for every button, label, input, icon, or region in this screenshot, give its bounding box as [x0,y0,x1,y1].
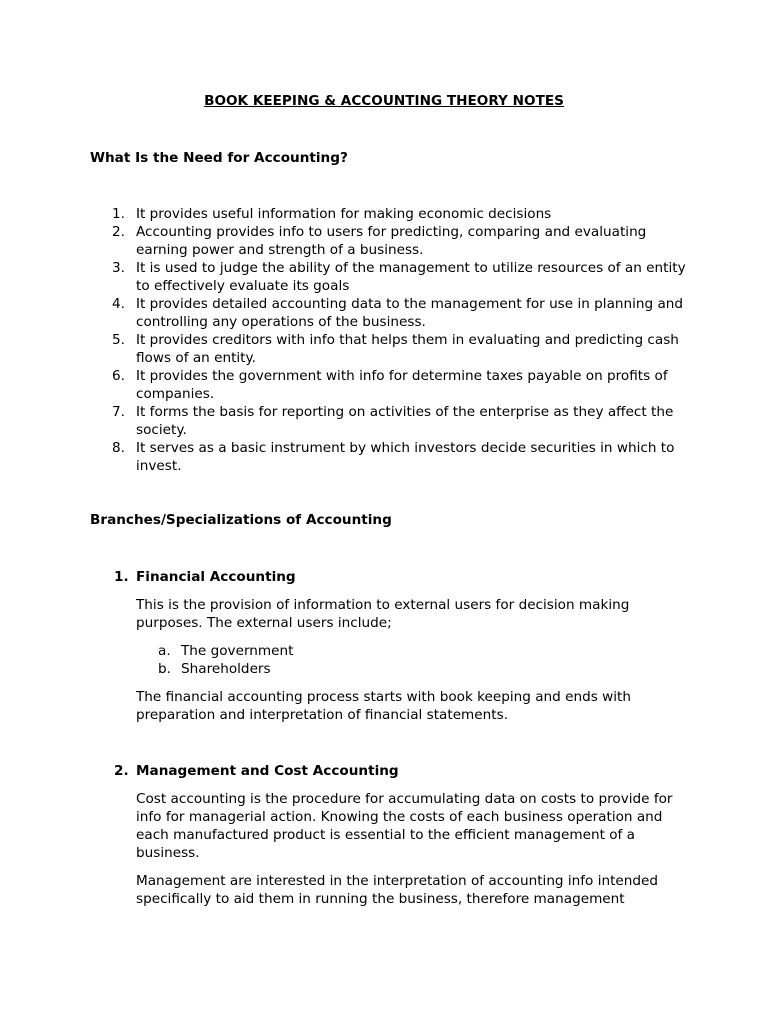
list-item-number: 6. [112,368,125,384]
management-accounting-heading [90,762,690,780]
section-heading-branches: Branches/Specializations of Accounting [90,512,392,528]
heading-number: 2. [114,763,129,779]
list-item-number: 4. [112,296,125,312]
list-item-number: 5. [112,332,125,348]
financial-accounting-block [90,568,690,724]
management-para-2: Management are interested in the interpretation of accounting info intended specifically to aid them in running the business, therefore management [136,873,659,907]
section-heading-need: What Is the Need for Accounting? [90,150,348,166]
list-item [90,331,690,367]
list-item [90,205,690,223]
list-item [90,223,690,259]
list-item [90,642,690,660]
list-item-text: It forms the basis for reporting on activities of the enterprise as they affect the society. [136,404,674,438]
financial-accounting-heading [90,568,690,586]
list-item [90,259,690,295]
heading-text: Financial Accounting [136,569,296,585]
management-accounting-block [90,762,690,908]
list-item [90,295,690,331]
list-item-number: 2. [112,224,125,240]
financial-process: The financial accounting process starts with book keeping and ends with preparation and interpretation of financial statements. [136,689,631,723]
financial-intro: This is the provision of information to external users for decision making purposes. The external users include; [136,597,630,631]
heading-number: 1. [114,569,129,585]
list-item-text: It provides creditors with info that helps them in evaluating and predicting cash flows of an entity. [136,332,679,366]
list-item [90,660,690,678]
list-item-text: Shareholders [181,661,271,677]
list-item-number: 1. [112,206,125,222]
list-item [90,403,690,439]
list-item-letter: b. [158,661,171,677]
list-item-number: 7. [112,404,125,420]
list-item-text: The government [181,643,294,659]
management-para-1: Cost accounting is the procedure for accumulating data on costs to provide for info for managerial action. Knowing the costs of each business operation and each manufactured product is essential to the efficient management of a business. [136,791,673,861]
list-item [90,439,690,475]
list-item-text: It serves as a basic instrument by which investors decide securities in which to invest. [136,440,675,474]
list-item-text: It provides detailed accounting data to the management for use in planning and controlling any operations of the business. [136,296,684,330]
heading-text: Management and Cost Accounting [136,763,399,779]
list-item-text: It is used to judge the ability of the management to utilize resources of an entity to effectively evaluate its goals [136,260,686,294]
list-item-text: It provides useful information for making economic decisions [136,206,552,222]
need-list [90,205,690,475]
list-item-number: 8. [112,440,125,456]
list-item-text: Accounting provides info to users for predicting, comparing and evaluating earning power and strength of a business. [136,224,647,258]
list-item [90,367,690,403]
list-item-text: It provides the government with info for determine taxes payable on profits of companies. [136,368,668,402]
list-item-letter: a. [158,643,171,659]
external-users-list [90,642,690,678]
list-item-number: 3. [112,260,125,276]
document-title: BOOK KEEPING & ACCOUNTING THEORY NOTES [204,93,564,109]
